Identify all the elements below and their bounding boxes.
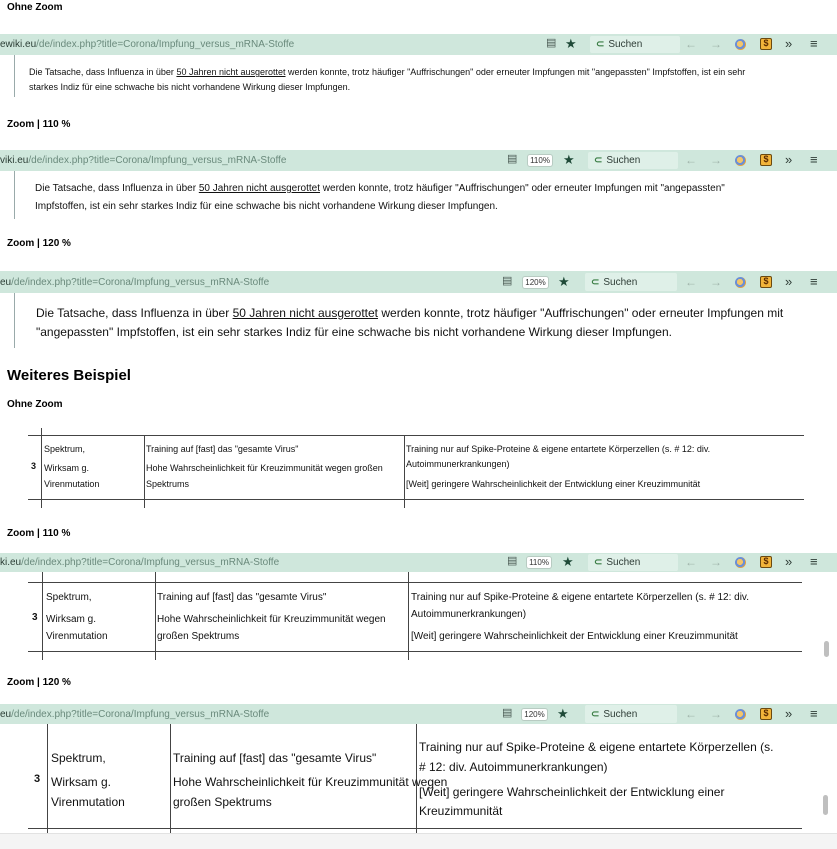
search-box[interactable]: ⊂ Suchen <box>590 36 680 53</box>
reader-view-icon[interactable]: ▤ <box>507 555 518 567</box>
overflow-chevron-icon[interactable]: » <box>785 152 793 167</box>
table-col-divider <box>42 572 43 660</box>
section-label-zoom-120: Zoom | 120 % <box>7 238 71 249</box>
cell-text: Training nur auf Spike-Proteine & eigene entartete Körperzellen (s. <box>419 740 774 754</box>
content-area <box>0 171 837 219</box>
paragraph-line-2: "angepassten" Impfstoffen, ist ein sehr starkes Indiz für eine schwache bis nicht vorhandene Wirkung dieser Impfungen. <box>36 325 672 339</box>
bookmark-star-icon[interactable]: ★ <box>562 554 574 569</box>
search-icon: ⊂ <box>594 557 603 568</box>
zoom-level-badge[interactable]: 120% <box>521 708 548 721</box>
search-box[interactable]: ⊂ Suchen <box>585 273 677 291</box>
hamburger-menu-icon[interactable]: ≡ <box>810 274 818 289</box>
back-arrow-icon[interactable]: ← <box>685 153 697 167</box>
cell-text: Hohe Wahrscheinlichkeit für Kreuzimmunität wegen <box>157 614 386 625</box>
cell-text: Wirksam g. <box>46 614 96 625</box>
bookmark-star-icon[interactable]: ★ <box>565 36 577 51</box>
cell-text: Spektrum, <box>51 751 106 765</box>
url-bar[interactable]: ki.eu/de/index.php?title=Corona/Impfung_versus_mRNA-Stoffe <box>0 557 280 568</box>
cell-text: Training auf [fast] das "gesamte Virus" <box>157 592 327 603</box>
cell-text: Training nur auf Spike-Proteine & eigene entartete Körperzellen (s. # 12: div. <box>411 592 749 603</box>
back-arrow-icon[interactable]: ← <box>685 555 697 569</box>
comparison-table <box>0 572 837 660</box>
cell-text: Hohe Wahrscheinlichkeit für Kreuzimmunität wegen großen <box>146 463 383 473</box>
forward-arrow-icon[interactable]: → <box>710 707 722 721</box>
search-box[interactable]: ⊂ Suchen <box>585 705 677 723</box>
cell-text: großen Spektrums <box>157 631 240 642</box>
addon-extension-icon[interactable]: $ <box>760 276 772 288</box>
reader-view-icon[interactable]: ▤ <box>502 275 513 287</box>
addon-extension-icon[interactable]: $ <box>760 154 772 166</box>
cell-text: Training auf [fast] das "gesamte Virus" <box>173 751 377 765</box>
browser-toolbar <box>0 553 837 572</box>
bookmark-star-icon[interactable]: ★ <box>563 152 575 167</box>
cell-text: Autoimmunerkrankungen) <box>406 459 510 469</box>
cell-text: Training nur auf Spike-Proteine & eigene entartete Körperzellen (s. # 12: div. <box>406 444 711 454</box>
browser-toolbar <box>0 271 837 293</box>
globe-extension-icon[interactable] <box>735 709 746 720</box>
section-label-zoom-120-2: Zoom | 120 % <box>7 677 71 688</box>
cell-text: Hohe Wahrscheinlichkeit für Kreuzimmunität wegen <box>173 775 448 789</box>
search-box[interactable]: ⊂ Suchen <box>588 554 678 571</box>
cell-text: Virenmutation <box>44 479 100 489</box>
cell-text: Spektrum, <box>46 592 92 603</box>
back-arrow-icon[interactable]: ← <box>685 707 697 721</box>
search-icon: ⊂ <box>594 155 603 166</box>
url-bar[interactable]: ewiki.eu/de/index.php?title=Corona/Impfung_versus_mRNA-Stoffe <box>0 39 295 50</box>
table-border-bottom <box>28 828 802 829</box>
table-col-divider <box>404 435 405 508</box>
table-border-bottom <box>28 651 802 652</box>
cell-text: [Weit] geringere Wahrscheinlichkeit der Entwicklung einer <box>419 785 725 799</box>
zoom-level-badge[interactable]: 110% <box>527 154 553 167</box>
link-50-jahren[interactable]: 50 Jahren nicht ausgerottet <box>232 306 379 320</box>
cell-text: Virenmutation <box>51 795 125 809</box>
content-border <box>14 171 15 219</box>
cell-text: großen Spektrums <box>173 795 272 809</box>
addon-extension-icon[interactable]: $ <box>760 556 772 568</box>
forward-arrow-icon[interactable]: → <box>710 275 722 289</box>
globe-extension-icon[interactable] <box>735 277 746 288</box>
browser-toolbar <box>0 704 837 724</box>
row-number: 3 <box>34 773 41 785</box>
globe-extension-icon[interactable] <box>735 39 746 50</box>
scrollbar-thumb[interactable] <box>824 641 829 657</box>
content-border <box>14 55 15 97</box>
section-label-zoom-110-2: Zoom | 110 % <box>7 528 71 539</box>
hamburger-menu-icon[interactable]: ≡ <box>810 36 818 51</box>
search-box[interactable]: ⊂ Suchen <box>588 152 678 169</box>
forward-arrow-icon[interactable]: → <box>710 37 722 51</box>
section-label-ohne-zoom: Ohne Zoom <box>7 2 63 13</box>
cell-text: Spektrums <box>146 479 190 489</box>
search-icon: ⊂ <box>591 277 600 288</box>
content-area <box>0 293 837 348</box>
cell-text: Training auf [fast] das "gesamte Virus" <box>146 444 299 454</box>
cell-text: Wirksam g. <box>51 775 111 789</box>
heading-weiteres-beispiel: Weiteres Beispiel <box>7 367 131 384</box>
url-bar[interactable]: viki.eu/de/index.php?title=Corona/Impfung_versus_mRNA-Stoffe <box>0 155 287 166</box>
content-area <box>0 55 837 97</box>
section-label-ohne-zoom-2: Ohne Zoom <box>7 399 63 410</box>
section-label-zoom-110: Zoom | 110 % <box>7 119 71 130</box>
table-col-divider <box>170 724 171 849</box>
overflow-chevron-icon[interactable]: » <box>785 274 793 289</box>
table-col-divider <box>155 572 156 660</box>
forward-arrow-icon[interactable]: → <box>710 555 722 569</box>
table-col-divider <box>144 435 145 508</box>
addon-extension-icon[interactable]: $ <box>760 38 772 50</box>
cell-text: [Weit] geringere Wahrscheinlichkeit der Entwicklung einer Kreuzimmunität <box>411 631 738 642</box>
link-50-jahren[interactable]: 50 Jahren nicht ausgerottet <box>176 67 286 77</box>
addon-extension-icon[interactable]: $ <box>760 708 772 720</box>
globe-extension-icon[interactable] <box>735 155 746 166</box>
zoom-level-badge[interactable]: 120% <box>522 276 549 289</box>
cell-text: Kreuzimmunität <box>419 804 503 818</box>
paragraph-line-1: Die Tatsache, dass Influenza in über 50 Jahren nicht ausgerottet werden konnte, trotz häufiger "Auffrischungen" oder erneuter Impfungen mit "angepassten" <box>35 183 725 194</box>
browser-toolbar <box>0 150 837 171</box>
cell-text: Virenmutation <box>46 631 108 642</box>
table-col-divider <box>408 572 409 660</box>
reader-view-icon[interactable]: ▤ <box>502 707 513 719</box>
row-number: 3 <box>32 612 38 623</box>
cell-text: Wirksam g. <box>44 463 89 473</box>
cell-text: Autoimmunerkrankungen) <box>411 609 527 620</box>
bookmark-star-icon[interactable]: ★ <box>558 274 570 289</box>
scrollbar-thumb[interactable] <box>823 795 828 815</box>
overflow-chevron-icon[interactable]: » <box>785 706 793 721</box>
paragraph-line-1: Die Tatsache, dass Influenza in über 50 Jahren nicht ausgerottet werden konnte, trotz häufiger "Auffrischungen" oder erneuter Impfungen mit <box>36 306 784 320</box>
overflow-chevron-icon[interactable]: » <box>785 36 793 51</box>
overflow-chevron-icon[interactable]: » <box>785 554 793 569</box>
comparison-table <box>0 724 837 849</box>
search-icon: ⊂ <box>596 39 605 50</box>
hamburger-menu-icon[interactable]: ≡ <box>810 706 818 721</box>
search-icon: ⊂ <box>591 709 600 720</box>
zoom-level-badge[interactable]: 110% <box>526 556 552 569</box>
cell-text: [Weit] geringere Wahrscheinlichkeit der Entwicklung einer Kreuzimmunität <box>406 479 701 489</box>
url-bar[interactable]: eu/de/index.php?title=Corona/Impfung_versus_mRNA-Stoffe <box>0 277 270 288</box>
reader-view-icon[interactable]: ▤ <box>546 37 557 49</box>
forward-arrow-icon[interactable]: → <box>710 153 722 167</box>
table-border-top <box>28 582 802 583</box>
bookmark-star-icon[interactable]: ★ <box>557 706 569 721</box>
reader-view-icon[interactable]: ▤ <box>507 153 518 165</box>
cell-text: Spektrum, <box>44 444 86 454</box>
browser-toolbar <box>0 34 837 55</box>
url-bar[interactable]: eu/de/index.php?title=Corona/Impfung_versus_mRNA-Stoffe <box>0 709 270 720</box>
table-col-divider <box>47 724 48 849</box>
cell-text: # 12: div. Autoimmunerkrankungen) <box>419 760 608 774</box>
link-50-jahren[interactable]: 50 Jahren nicht ausgerottet <box>198 183 321 194</box>
back-arrow-icon[interactable]: ← <box>685 37 697 51</box>
content-border <box>14 293 15 348</box>
back-arrow-icon[interactable]: ← <box>685 275 697 289</box>
globe-extension-icon[interactable] <box>735 557 746 568</box>
hamburger-menu-icon[interactable]: ≡ <box>810 554 818 569</box>
table-col-divider <box>41 428 42 508</box>
row-number: 3 <box>31 461 37 471</box>
status-bar <box>0 833 837 849</box>
paragraph-line-1: Die Tatsache, dass Influenza in über 50 Jahren nicht ausgerottet werden konnte, trotz häufiger "Auffrischungen" oder erneuter Impfungen mit "angepassten" Impfstoffen, ist ein sehr <box>29 67 746 77</box>
paragraph-line-2: starkes Indiz für eine schwache bis nicht vorhandene Wirkung dieser Impfungen. <box>29 82 351 92</box>
paragraph-line-2: Impfstoffen, ist ein sehr starkes Indiz für eine schwache bis nicht vorhandene Wirkung dieser Impfungen. <box>35 201 498 212</box>
comparison-table <box>0 428 837 508</box>
hamburger-menu-icon[interactable]: ≡ <box>810 152 818 167</box>
